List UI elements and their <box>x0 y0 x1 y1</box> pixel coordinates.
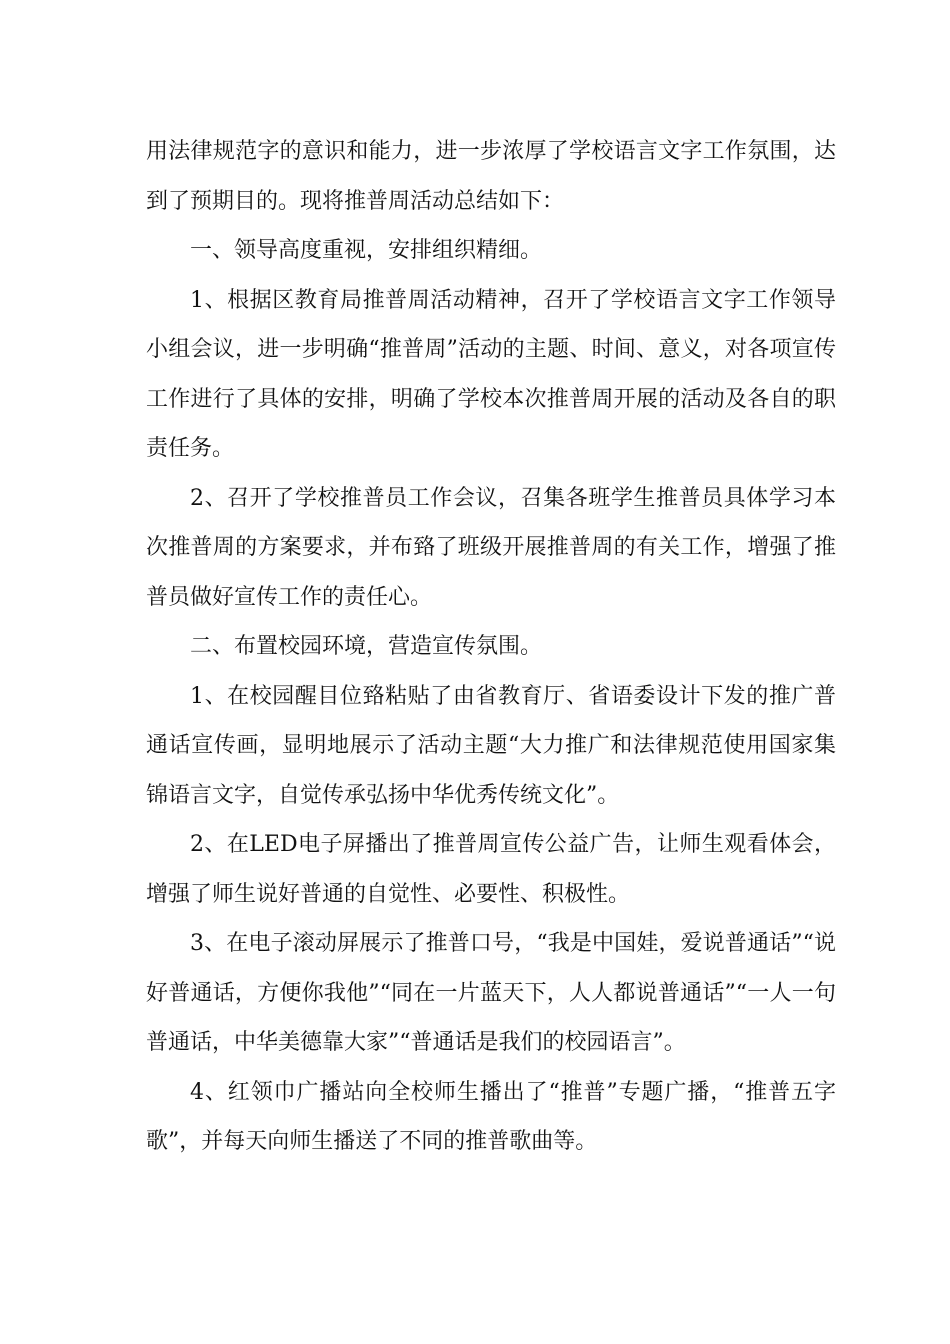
paragraph-environment-3: 3、在电子滚动屏展示了推普口号，“我是中国娃，爱说普通话”“说好普通话，方便你我他”“同在一片蓝天下，人人都说普通话”“一人一句普通话，中华美德靠大家”“普通话是我们的校园语言”。 <box>146 931 836 1055</box>
document-body <box>146 127 836 1167</box>
section-heading-leadership: 一、领导高度重视，安排组织精细。 <box>190 238 543 263</box>
section-heading-environment: 二、布置校园环境，营造宣传氛围。 <box>190 634 543 659</box>
paragraph-intro-continuation: 用法律规范字的意识和能力，进一步浓厚了学校语言文字工作氛围，达到了预期目的。现将推普周活动总结如下： <box>146 139 836 214</box>
paragraph-environment-4: 4、红领巾广播站向全校师生播出了“推普”专题广播，“推普五字歌”，并每天向师生播送了不同的推普歌曲等。 <box>146 1079 836 1154</box>
paragraph-leadership-2: 2、召开了学校推普员工作会议，召集各班学生推普员具体学习本次推普周的方案要求，并布臵了班级开展推普周的有关工作，增强了推普员做好宣传工作的责任心。 <box>146 485 836 610</box>
paragraph-environment-1: 1、在校园醒目位臵粘贴了由省教育厅、省语委设计下发的推广普通话宣传画，显明地展示了活动主题“大力推广和法律规范使用国家集锦语言文字，自觉传承弘扬中华优秀传统文化”。 <box>146 683 836 808</box>
paragraph-environment-2: 2、在LED电子屏播出了推普周宣传公益广告，让师生观看体会，增强了师生说好普通的自觉性、必要性、积极性。 <box>146 832 836 907</box>
paragraph-leadership-1: 1、根据区教育局推普周活动精神，召开了学校语言文字工作领导小组会议，进一步明确“推普周”活动的主题、时间、意义，对各项宣传工作进行了具体的安排，明确了学校本次推普周开展的活动及各自的职责任务。 <box>146 287 836 461</box>
